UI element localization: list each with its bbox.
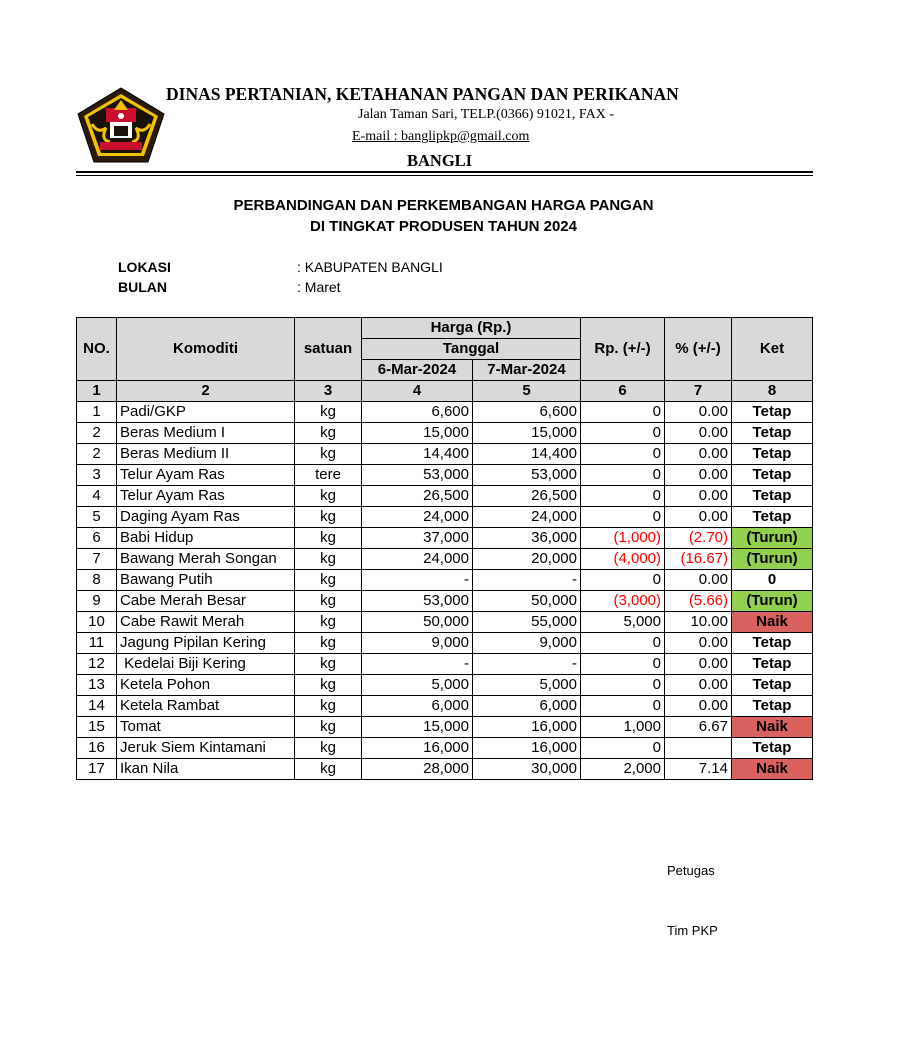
cell-price-date-1: 15,000	[362, 423, 473, 444]
cell-rp-change: 0	[581, 675, 665, 696]
col-number: 7	[665, 381, 732, 402]
cell-pct-change: 10.00	[665, 612, 732, 633]
cell-satuan: kg	[295, 528, 362, 549]
table-row	[77, 717, 813, 738]
cell-pct-change: 0.00	[665, 696, 732, 717]
cell-price-date-1: 24,000	[362, 549, 473, 570]
cell-no: 4	[77, 486, 117, 507]
cell-price-date-2: -	[473, 570, 581, 591]
cell-satuan: tere	[295, 465, 362, 486]
table-row	[77, 423, 813, 444]
col-number: 5	[473, 381, 581, 402]
cell-satuan: kg	[295, 696, 362, 717]
report-title-line-1: PERBANDINGAN DAN PERKEMBANGAN HARGA PANGAN	[233, 197, 654, 214]
table-row	[77, 675, 813, 696]
cell-pct-change: 0.00	[665, 465, 732, 486]
cell-ket: Tetap	[732, 675, 813, 696]
cell-price-date-1: 53,000	[362, 591, 473, 612]
cell-komoditi: Ketela Rambat	[117, 696, 295, 717]
cell-price-date-1: 16,000	[362, 738, 473, 759]
cell-price-date-1: 26,500	[362, 486, 473, 507]
cell-satuan: kg	[295, 549, 362, 570]
header-tanggal: Tanggal	[362, 339, 581, 360]
cell-satuan: kg	[295, 759, 362, 780]
signature-name: Tim PKP	[667, 923, 718, 938]
header-date-1: 6-Mar-2024	[362, 360, 473, 381]
cell-pct-change: 7.14	[665, 759, 732, 780]
cell-pct-change: 0.00	[665, 486, 732, 507]
cell-pct-change	[665, 738, 732, 759]
cell-satuan: kg	[295, 654, 362, 675]
cell-no: 6	[77, 528, 117, 549]
cell-rp-change: 0	[581, 486, 665, 507]
table-row	[77, 738, 813, 759]
report-title-line-2: DI TINGKAT PRODUSEN TAHUN 2024	[310, 218, 577, 235]
lokasi-label: LOKASI	[118, 259, 171, 275]
table-row	[77, 486, 813, 507]
cell-satuan: kg	[295, 612, 362, 633]
cell-rp-change: 0	[581, 402, 665, 423]
cell-komoditi: Bawang Putih	[117, 570, 295, 591]
cell-price-date-2: 6,000	[473, 696, 581, 717]
cell-satuan: kg	[295, 423, 362, 444]
cell-ket: Naik	[732, 759, 813, 780]
cell-komoditi: Jeruk Siem Kintamani	[117, 738, 295, 759]
header-rule-thin	[76, 175, 813, 176]
cell-no: 11	[77, 633, 117, 654]
cell-price-date-1: 6,600	[362, 402, 473, 423]
cell-pct-change: 0.00	[665, 570, 732, 591]
header-date-2: 7-Mar-2024	[473, 360, 581, 381]
cell-ket: Tetap	[732, 507, 813, 528]
cell-pct-change: 0.00	[665, 633, 732, 654]
cell-rp-change: 0	[581, 444, 665, 465]
cell-rp-change: 0	[581, 633, 665, 654]
cell-rp-change: 2,000	[581, 759, 665, 780]
cell-komoditi: Ketela Pohon	[117, 675, 295, 696]
cell-rp-change: 0	[581, 696, 665, 717]
cell-price-date-1: 50,000	[362, 612, 473, 633]
cell-komoditi: Telur Ayam Ras	[117, 465, 295, 486]
cell-satuan: kg	[295, 591, 362, 612]
cell-komoditi: Daging Ayam Ras	[117, 507, 295, 528]
cell-no: 9	[77, 591, 117, 612]
cell-ket: Tetap	[732, 696, 813, 717]
cell-komoditi: Babi Hidup	[117, 528, 295, 549]
table-row	[77, 633, 813, 654]
cell-komoditi: Ikan Nila	[117, 759, 295, 780]
cell-no: 10	[77, 612, 117, 633]
cell-pct-change: (16.67)	[665, 549, 732, 570]
header-komoditi: Komoditi	[117, 318, 295, 381]
cell-no: 17	[77, 759, 117, 780]
table-row	[77, 759, 813, 780]
cell-satuan: kg	[295, 444, 362, 465]
cell-no: 5	[77, 507, 117, 528]
cell-rp-change: (1,000)	[581, 528, 665, 549]
cell-no: 13	[77, 675, 117, 696]
table-body	[77, 402, 813, 780]
cell-rp-change: 5,000	[581, 612, 665, 633]
cell-komoditi: Beras Medium II	[117, 444, 295, 465]
cell-rp-change: 0	[581, 507, 665, 528]
org-city: BANGLI	[407, 151, 473, 170]
cell-pct-change: (5.66)	[665, 591, 732, 612]
cell-ket: Tetap	[732, 444, 813, 465]
table-row	[77, 465, 813, 486]
cell-ket: Tetap	[732, 654, 813, 675]
cell-satuan: kg	[295, 402, 362, 423]
col-number: 6	[581, 381, 665, 402]
cell-pct-change: 0.00	[665, 654, 732, 675]
cell-no: 3	[77, 465, 117, 486]
lokasi-value: : KABUPATEN BANGLI	[297, 259, 443, 275]
cell-komoditi: Telur Ayam Ras	[117, 486, 295, 507]
cell-rp-change: (4,000)	[581, 549, 665, 570]
cell-rp-change: 1,000	[581, 717, 665, 738]
cell-price-date-1: 14,400	[362, 444, 473, 465]
cell-price-date-2: 16,000	[473, 717, 581, 738]
bangli-regency-emblem-icon	[76, 86, 166, 164]
cell-satuan: kg	[295, 738, 362, 759]
cell-price-date-2: 5,000	[473, 675, 581, 696]
bulan-value: : Maret	[297, 279, 341, 295]
cell-rp-change: (3,000)	[581, 591, 665, 612]
cell-price-date-1: 37,000	[362, 528, 473, 549]
cell-satuan: kg	[295, 633, 362, 654]
cell-rp-change: 0	[581, 654, 665, 675]
cell-komoditi: Cabe Rawit Merah	[117, 612, 295, 633]
cell-ket: Tetap	[732, 402, 813, 423]
cell-price-date-2: 15,000	[473, 423, 581, 444]
cell-price-date-1: 5,000	[362, 675, 473, 696]
cell-price-date-2: 6,600	[473, 402, 581, 423]
cell-price-date-2: 30,000	[473, 759, 581, 780]
cell-pct-change: 0.00	[665, 507, 732, 528]
table-row	[77, 570, 813, 591]
table-row	[77, 549, 813, 570]
cell-pct-change: (2.70)	[665, 528, 732, 549]
cell-price-date-2: 24,000	[473, 507, 581, 528]
cell-price-date-1: 28,000	[362, 759, 473, 780]
table-row	[77, 591, 813, 612]
cell-rp-change: 0	[581, 570, 665, 591]
cell-ket: Tetap	[732, 423, 813, 444]
header-ket: Ket	[732, 318, 813, 381]
header-satuan: satuan	[295, 318, 362, 381]
col-number: 1	[77, 381, 117, 402]
cell-ket: Tetap	[732, 486, 813, 507]
cell-price-date-2: 53,000	[473, 465, 581, 486]
cell-price-date-1: 9,000	[362, 633, 473, 654]
cell-komoditi: Padi/GKP	[117, 402, 295, 423]
cell-satuan: kg	[295, 486, 362, 507]
cell-komoditi: Cabe Merah Besar	[117, 591, 295, 612]
cell-rp-change: 0	[581, 465, 665, 486]
cell-ket: Tetap	[732, 465, 813, 486]
col-number: 4	[362, 381, 473, 402]
cell-pct-change: 0.00	[665, 423, 732, 444]
table-row	[77, 696, 813, 717]
col-number: 8	[732, 381, 813, 402]
header-rp-change: Rp. (+/-)	[581, 318, 665, 381]
cell-pct-change: 6.67	[665, 717, 732, 738]
header-pct-change: % (+/-)	[665, 318, 732, 381]
price-comparison-table	[76, 317, 813, 780]
col-number: 3	[295, 381, 362, 402]
cell-price-date-2: -	[473, 654, 581, 675]
cell-no: 2	[77, 444, 117, 465]
cell-ket: Naik	[732, 612, 813, 633]
cell-no: 15	[77, 717, 117, 738]
cell-price-date-2: 14,400	[473, 444, 581, 465]
cell-price-date-2: 55,000	[473, 612, 581, 633]
table-column-number-row	[77, 381, 813, 402]
table-row	[77, 444, 813, 465]
cell-rp-change: 0	[581, 423, 665, 444]
table-row	[77, 402, 813, 423]
cell-no: 12	[77, 654, 117, 675]
cell-ket: Naik	[732, 717, 813, 738]
cell-komoditi: Beras Medium I	[117, 423, 295, 444]
cell-no: 7	[77, 549, 117, 570]
cell-no: 8	[77, 570, 117, 591]
cell-ket: Tetap	[732, 738, 813, 759]
cell-ket: 0	[732, 570, 813, 591]
table-row	[77, 528, 813, 549]
cell-price-date-1: -	[362, 570, 473, 591]
cell-komoditi: Bawang Merah Songan	[117, 549, 295, 570]
cell-satuan: kg	[295, 675, 362, 696]
cell-price-date-1: 24,000	[362, 507, 473, 528]
org-name: DINAS PERTANIAN, KETAHANAN PANGAN DAN PERIKANAN	[166, 84, 679, 104]
cell-satuan: kg	[295, 570, 362, 591]
cell-no: 16	[77, 738, 117, 759]
cell-no: 2	[77, 423, 117, 444]
cell-pct-change: 0.00	[665, 444, 732, 465]
table-header-row-1	[77, 318, 813, 339]
cell-price-date-1: 6,000	[362, 696, 473, 717]
org-email: E-mail : banglipkp@gmail.com	[352, 129, 530, 144]
cell-no: 1	[77, 402, 117, 423]
org-address: Jalan Taman Sari, TELP.(0366) 91021, FAX -	[358, 107, 615, 122]
table-row	[77, 612, 813, 633]
cell-pct-change: 0.00	[665, 675, 732, 696]
cell-price-date-2: 16,000	[473, 738, 581, 759]
cell-price-date-2: 20,000	[473, 549, 581, 570]
cell-no: 14	[77, 696, 117, 717]
cell-ket: Tetap	[732, 633, 813, 654]
table-row	[77, 507, 813, 528]
cell-price-date-2: 9,000	[473, 633, 581, 654]
header-no: NO.	[77, 318, 117, 381]
cell-price-date-2: 26,500	[473, 486, 581, 507]
col-number: 2	[117, 381, 295, 402]
cell-pct-change: 0.00	[665, 402, 732, 423]
table-row	[77, 654, 813, 675]
cell-price-date-2: 36,000	[473, 528, 581, 549]
header-harga: Harga (Rp.)	[362, 318, 581, 339]
cell-rp-change: 0	[581, 738, 665, 759]
cell-ket: (Turun)	[732, 591, 813, 612]
signature-role: Petugas	[667, 863, 715, 878]
cell-satuan: kg	[295, 507, 362, 528]
cell-ket: (Turun)	[732, 528, 813, 549]
cell-komoditi: Kedelai Biji Kering	[117, 654, 295, 675]
cell-price-date-2: 50,000	[473, 591, 581, 612]
cell-komoditi: Jagung Pipilan Kering	[117, 633, 295, 654]
cell-satuan: kg	[295, 717, 362, 738]
cell-komoditi: Tomat	[117, 717, 295, 738]
cell-ket: (Turun)	[732, 549, 813, 570]
cell-price-date-1: -	[362, 654, 473, 675]
cell-price-date-1: 15,000	[362, 717, 473, 738]
cell-price-date-1: 53,000	[362, 465, 473, 486]
header-rule-thick	[76, 171, 813, 173]
bulan-label: BULAN	[118, 279, 167, 295]
